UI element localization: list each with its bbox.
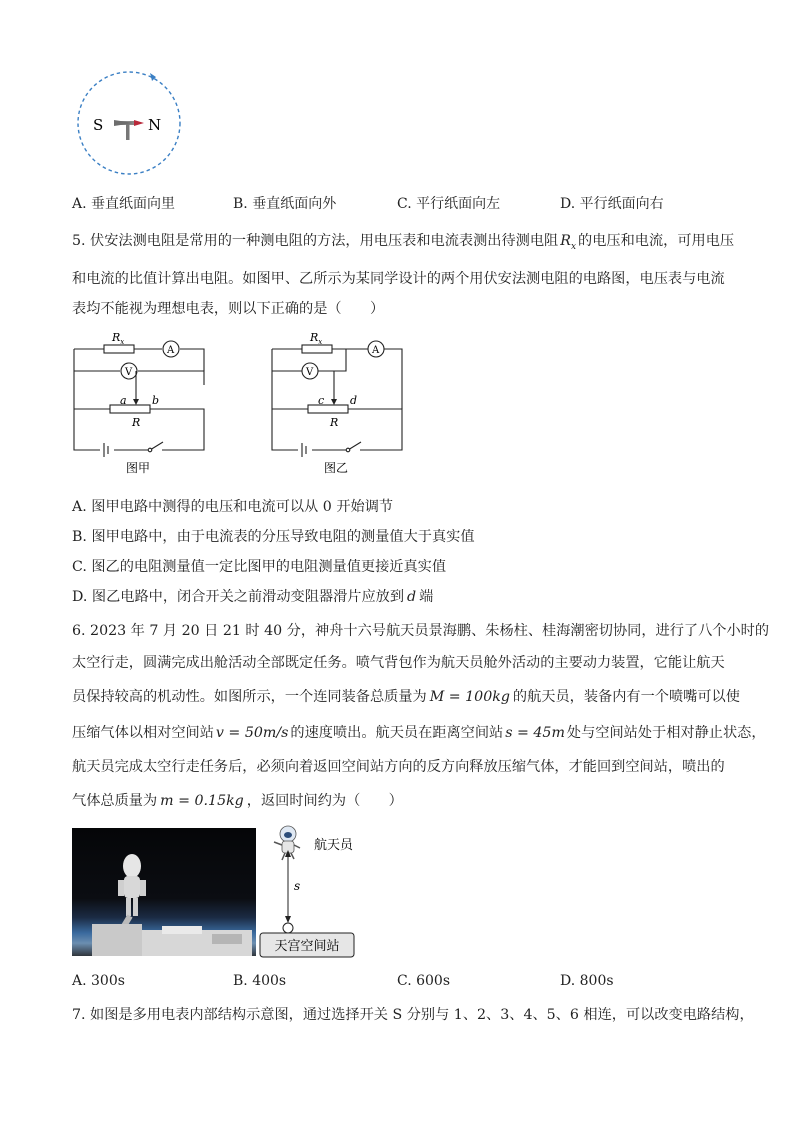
fig2-c-label: c xyxy=(318,394,325,407)
q4-option-a: A. 垂直纸面向里 xyxy=(72,196,176,212)
astronaut-label: 航天员 xyxy=(314,838,354,853)
fig1-r-label: R xyxy=(132,416,141,429)
q6-stem-line6: 气体总质量为 m = 0.15kg ，返回时间约为（ ） xyxy=(72,793,403,809)
space-station-photo-illustration xyxy=(72,828,256,956)
space-station-photo xyxy=(72,828,256,956)
fig1-ammeter-label: A xyxy=(167,345,175,356)
q5-stem-line3: 表均不能视为理想电表，则以下正确的是（ ） xyxy=(72,301,385,317)
q6-stem-line4: 压缩气体以相对空间站 v = 50m/s 的速度喷出。航天员在距离空间站 s = 45m 处与空间站处于相对静止状态， xyxy=(72,725,766,741)
fig1-rx-label: $R_x$ xyxy=(112,331,125,346)
q6-option-d: D. 800s xyxy=(560,973,614,989)
q6-stem-line1: 6. 2023 年 7 月 20 日 21 时 40 分，神舟十六号航天员景海鹏、朱杨柱、桂海潮密切协同，进行了八个小时的 xyxy=(72,623,770,639)
q4-option-c: C. 平行纸面向左 xyxy=(397,196,501,212)
q6-option-a: A. 300s xyxy=(72,973,125,989)
fig2-ammeter-label: A xyxy=(372,345,380,356)
fig2-d-label: d xyxy=(350,394,358,407)
compass-figure xyxy=(70,64,190,184)
fig2-r-label: R xyxy=(330,416,339,429)
q5-stem-line2: 和电流的比值计算出电阻。如图甲、乙所示为某同学设计的两个用伏安法测电阻的电路图，电压表与电流 xyxy=(72,271,725,287)
circuit-figure-yi xyxy=(264,325,414,480)
rx-symbol: $R_x$ xyxy=(560,233,577,252)
compass-s-label: S xyxy=(93,116,104,134)
distance-s-label: s xyxy=(294,879,301,893)
q7-stem-line1: 7. 如图是多用电表内部结构示意图，通过选择开关 S 分别与 1、2、3、4、5、6 相连，可以改变电路结构， xyxy=(72,1007,754,1023)
q6-stem-line5: 航天员完成太空行走任务后，必须向着返回空间站方向的反方向释放压缩气体，才能回到空间站，喷出的 xyxy=(72,759,725,775)
q5-stem-line1: 5. 伏安法测电阻是常用的一种测电阻的方法，用电压表和电流表测出待测电阻 $R_x$ 的电压和电流，可用电压 xyxy=(72,233,735,252)
q6-stem-line3: 员保持较高的机动性。如图所示，一个连同装备总质量为 M = 100kg 的航天员，装备内有一个喷嘴可以使 xyxy=(72,689,740,705)
q5-option-b: B. 图甲电路中，由于电流表的分压导致电阻的测量值大于真实值 xyxy=(72,529,475,545)
fig1-caption: 图甲 xyxy=(126,461,151,475)
circuit-figure-jia xyxy=(66,325,216,480)
q5-option-d: D. 图乙电路中，闭合开关之前滑动变阻器滑片应放到 d 端 xyxy=(72,589,434,605)
fig2-caption: 图乙 xyxy=(324,461,349,475)
q5-option-c: C. 图乙的电阻测量值一定比图甲的电阻测量值更接近真实值 xyxy=(72,559,447,575)
fig1-voltmeter-label: V xyxy=(125,367,133,378)
q5-option-a: A. 图甲电路中测得的电压和电流可以从 0 开始调节 xyxy=(72,499,394,515)
q6-option-b: B. 400s xyxy=(233,973,287,989)
q4-option-d: D. 平行纸面向右 xyxy=(560,196,664,212)
q6-option-c: C. 600s xyxy=(397,973,451,989)
q4-option-b: B. 垂直纸面向外 xyxy=(233,196,337,212)
fig1-b-label: b xyxy=(152,394,160,407)
astronaut-station-diagram xyxy=(258,822,368,960)
compass-n-label: N xyxy=(148,116,162,134)
fig2-rx-label: $R_x$ xyxy=(310,331,323,346)
fig2-voltmeter-label: V xyxy=(306,367,314,378)
fig1-a-label: a xyxy=(120,394,127,407)
q6-stem-line2: 太空行走，圆满完成出舱活动全部既定任务。喷气背包作为航天员舱外活动的主要动力装置，它能让航天 xyxy=(72,655,725,671)
station-label: 天宫空间站 xyxy=(274,939,340,954)
